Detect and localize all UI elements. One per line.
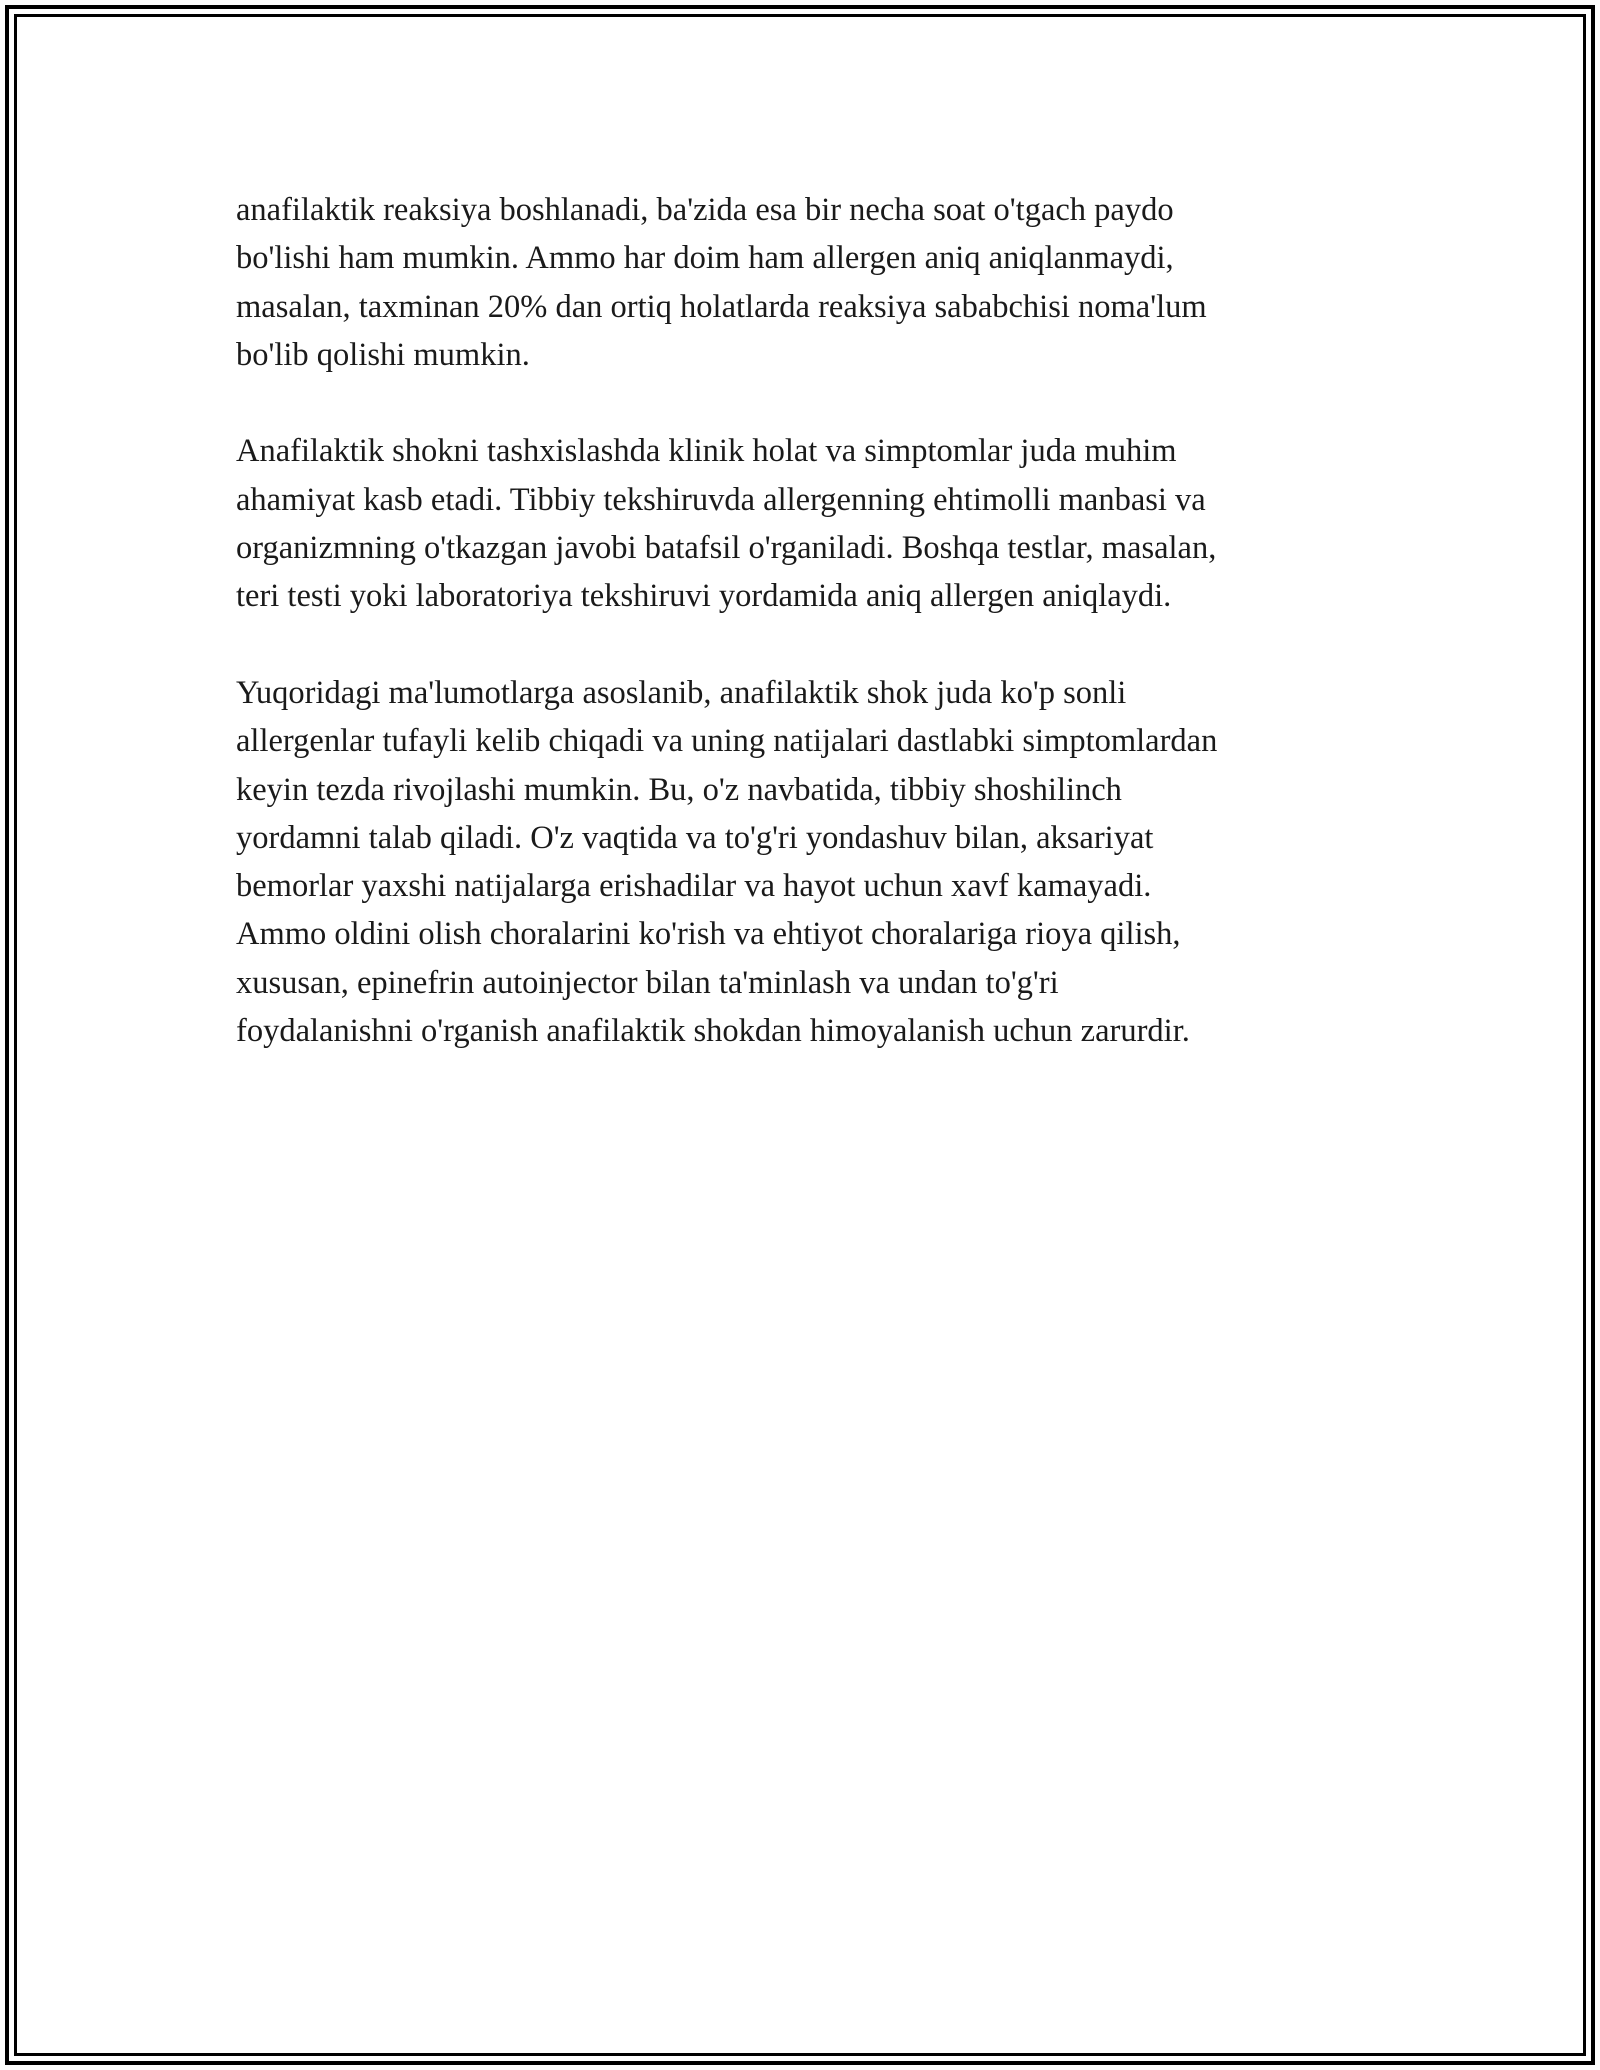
text-line: allergenlar tufayli kelib chiqadi va uning natijalari dastlabki simptomlardan bbox=[236, 723, 1218, 760]
paragraph-1 bbox=[236, 186, 1376, 379]
text-line: teri testi yoki laboratoriya tekshiruvi yordamida aniq allergen aniqlaydi. bbox=[236, 578, 1172, 615]
text-line: organizmning o'tkazgan javobi batafsil o'rganiladi. Boshqa testlar, masalan, bbox=[236, 530, 1217, 567]
text-line: bo'lib qolishi mumkin. bbox=[236, 336, 530, 373]
text-line: anafilaktik reaksiya boshlanadi, ba'zida esa bir necha soat o'tgach paydo bbox=[236, 192, 1174, 228]
text-line: foydalanishni o'rganish anafilaktik shokdan himoyalanish uchun zarurdir. bbox=[236, 1013, 1190, 1050]
text-line: keyin tezda rivojlashi mumkin. Bu, o'z navbatida, tibbiy shoshilinch bbox=[236, 771, 1122, 808]
text-line: bemorlar yaxshi natijalarga erishadilar va hayot uchun xavf kamayadi. bbox=[236, 868, 1152, 905]
text-line: Yuqoridagi ma'lumotlarga asoslanib, anafilaktik shok juda ko'p sonli bbox=[236, 674, 1127, 711]
text-line: ahamiyat kasb etadi. Tibbiy tekshiruvda allergenning ehtimolli manbasi va bbox=[236, 481, 1206, 518]
text-line: xususan, epinefrin autoinjector bilan ta'minlash va undan to'g'ri bbox=[236, 964, 1059, 1001]
paragraph-3 bbox=[236, 669, 1376, 1055]
text-line: bo'lishi ham mumkin. Ammo har doim ham allergen aniq aniqlanmaydi, bbox=[236, 240, 1174, 277]
text-line: masalan, taxminan 20% dan ortiq holatlarda reaksiya sababchisi noma'lum bbox=[236, 288, 1207, 325]
text-line: Anafilaktik shokni tashxislashda klinik holat va simptomlar juda muhim bbox=[236, 433, 1177, 470]
text-line: Ammo oldini olish choralarini ko'rish va ehtiyot choralariga rioya qilish, bbox=[236, 916, 1181, 953]
document-body bbox=[236, 186, 1376, 1055]
text-line: yordamni talab qiladi. O'z vaqtida va to'g'ri yondashuv bilan, aksariyat bbox=[236, 819, 1154, 856]
paragraph-2 bbox=[236, 427, 1376, 620]
